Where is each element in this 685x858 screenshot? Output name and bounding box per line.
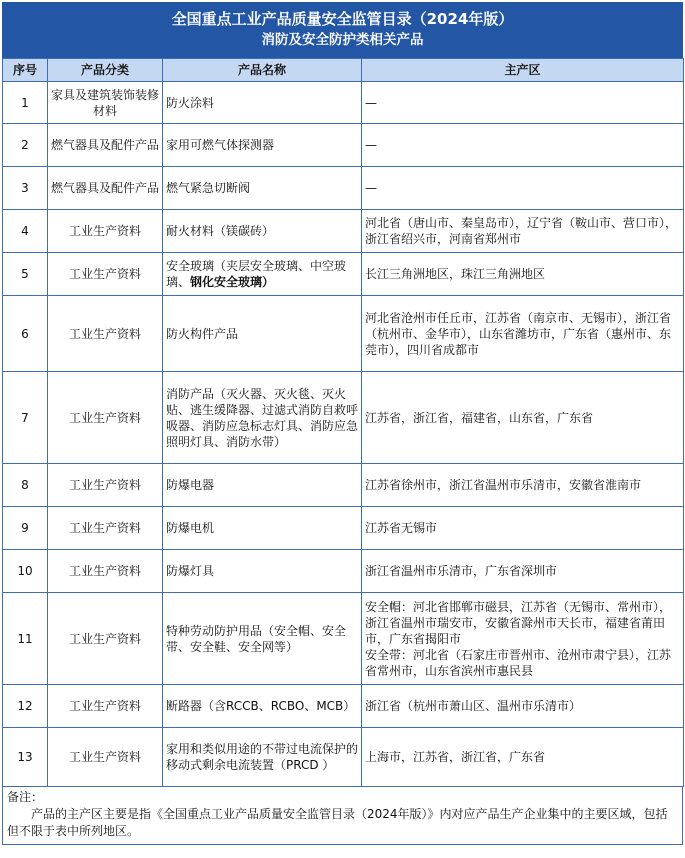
row-region: 河北省沧州市任丘市，江苏省（南京市、无锡市），浙江省（杭州市、金华市），山东省潍坊市，广东省（惠州市、东莞市），四川省成都市 bbox=[362, 296, 684, 372]
row-category: 工业生产资料 bbox=[48, 296, 163, 372]
row-region: — bbox=[362, 124, 684, 167]
table-header-row bbox=[3, 59, 684, 82]
row-no: 8 bbox=[3, 464, 48, 507]
row-product-name: 家用可燃气体探测器 bbox=[163, 124, 362, 167]
page-title: 全国重点工业产品质量安全监管目录（2024年版） bbox=[171, 10, 514, 28]
row-category: 工业生产资料 bbox=[48, 550, 163, 593]
row-region: 江苏省，浙江省，福建省，山东省，广东省 bbox=[362, 372, 684, 464]
row-product-name: 消防产品（灭火器、灭火毯、灭火贴、逃生缓降器、过滤式消防自救呼吸器、消防应急标志灯具、消防应急照明灯具、消防水带） bbox=[163, 372, 362, 464]
col-header-category: 产品分类 bbox=[48, 59, 163, 82]
product-table bbox=[2, 58, 684, 787]
row-product-name: 燃气紧急切断阀 bbox=[163, 167, 362, 210]
row-product-name: 防爆电机 bbox=[163, 507, 362, 550]
product-name-part: 安全玻璃（夹层安全玻璃、中空玻璃、 bbox=[166, 259, 347, 289]
table-row bbox=[3, 593, 684, 685]
row-category: 工业生产资料 bbox=[48, 728, 163, 787]
product-name-bold-part: 钢化安全玻璃） bbox=[190, 275, 275, 289]
row-product-name: 防火涂料 bbox=[163, 82, 362, 124]
row-product-name: 家用和类似用途的不带过电流保护的移动式剩余电流装置（PRCD ） bbox=[163, 728, 362, 787]
col-header-region: 主产区 bbox=[362, 59, 684, 82]
notes-text: 产品的主产区主要是指《全国重点工业产品质量安全监管目录（2024年版）》内对应产品生产企业集中的主要区域，包括但不限于表中所列地区。 bbox=[7, 807, 668, 838]
row-category: 工业生产资料 bbox=[48, 593, 163, 685]
table-row bbox=[3, 210, 684, 253]
table-row bbox=[3, 82, 684, 124]
row-region: 河北省（唐山市、秦皇岛市），辽宁省（鞍山市、营口市），浙江省绍兴市，河南省郑州市 bbox=[362, 210, 684, 253]
region-safety-belt: 安全带：河北省（石家庄市晋州市、沧州市肃宁县），江苏省常州市，山东省滨州市惠民县 bbox=[365, 647, 672, 678]
row-category: 工业生产资料 bbox=[48, 507, 163, 550]
row-no: 5 bbox=[3, 253, 48, 296]
table-row bbox=[3, 253, 684, 296]
table-row bbox=[3, 507, 684, 550]
region-helmet: 安全帽：河北省邯郸市磁县，江苏省（无锡市、常州市），浙江省温州市瑞安市，安徽省滁州市天长市，福建省莆田市，广东省揭阳市 bbox=[365, 599, 672, 646]
row-region: 江苏省徐州市，浙江省温州市乐清市，安徽省淮南市 bbox=[362, 464, 684, 507]
row-no: 4 bbox=[3, 210, 48, 253]
row-product-name: 耐火材料（镁碳砖） bbox=[163, 210, 362, 253]
row-no: 2 bbox=[3, 124, 48, 167]
row-product-name: 断路器（含RCCB、RCBO、MCB） bbox=[163, 685, 362, 728]
row-region: — bbox=[362, 167, 684, 210]
page-subtitle: 消防及安全防护类相关产品 bbox=[261, 32, 424, 48]
title-banner bbox=[2, 2, 683, 58]
row-region: 上海市，江苏省，浙江省，广东省 bbox=[362, 728, 684, 787]
row-category: 燃气器具及配件产品 bbox=[48, 167, 163, 210]
row-product-name: 防爆灯具 bbox=[163, 550, 362, 593]
row-no: 12 bbox=[3, 685, 48, 728]
table-row bbox=[3, 685, 684, 728]
row-no: 6 bbox=[3, 296, 48, 372]
row-no: 9 bbox=[3, 507, 48, 550]
catalog-sheet bbox=[2, 2, 683, 845]
row-region bbox=[362, 593, 684, 685]
notes-block bbox=[2, 787, 683, 845]
row-region: 江苏省无锡市 bbox=[362, 507, 684, 550]
notes-label: 备注： bbox=[7, 790, 44, 804]
table-row bbox=[3, 728, 684, 787]
row-category: 工业生产资料 bbox=[48, 372, 163, 464]
table-row bbox=[3, 550, 684, 593]
row-region: 浙江省温州市乐清市，广东省深圳市 bbox=[362, 550, 684, 593]
row-no: 11 bbox=[3, 593, 48, 685]
row-product-name: 防爆电器 bbox=[163, 464, 362, 507]
row-category: 燃气器具及配件产品 bbox=[48, 124, 163, 167]
row-category: 家具及建筑装饰装修材料 bbox=[48, 82, 163, 124]
row-category: 工业生产资料 bbox=[48, 685, 163, 728]
row-region: — bbox=[362, 82, 684, 124]
row-no: 7 bbox=[3, 372, 48, 464]
row-region: 长江三角洲地区，珠江三角洲地区 bbox=[362, 253, 684, 296]
row-category: 工业生产资料 bbox=[48, 464, 163, 507]
table-row bbox=[3, 124, 684, 167]
row-category: 工业生产资料 bbox=[48, 210, 163, 253]
row-no: 13 bbox=[3, 728, 48, 787]
table-row bbox=[3, 296, 684, 372]
row-product-name: 特种劳动防护用品（安全帽、安全带、安全鞋、安全网等） bbox=[163, 593, 362, 685]
row-no: 1 bbox=[3, 82, 48, 124]
row-region: 浙江省（杭州市萧山区、温州市乐清市） bbox=[362, 685, 684, 728]
row-product-name: 防火构件产品 bbox=[163, 296, 362, 372]
table-row bbox=[3, 372, 684, 464]
table-row bbox=[3, 464, 684, 507]
col-header-name: 产品名称 bbox=[163, 59, 362, 82]
row-no: 10 bbox=[3, 550, 48, 593]
table-row bbox=[3, 167, 684, 210]
row-no: 3 bbox=[3, 167, 48, 210]
col-header-no: 序号 bbox=[3, 59, 48, 82]
row-product-name bbox=[163, 253, 362, 296]
row-category: 工业生产资料 bbox=[48, 253, 163, 296]
